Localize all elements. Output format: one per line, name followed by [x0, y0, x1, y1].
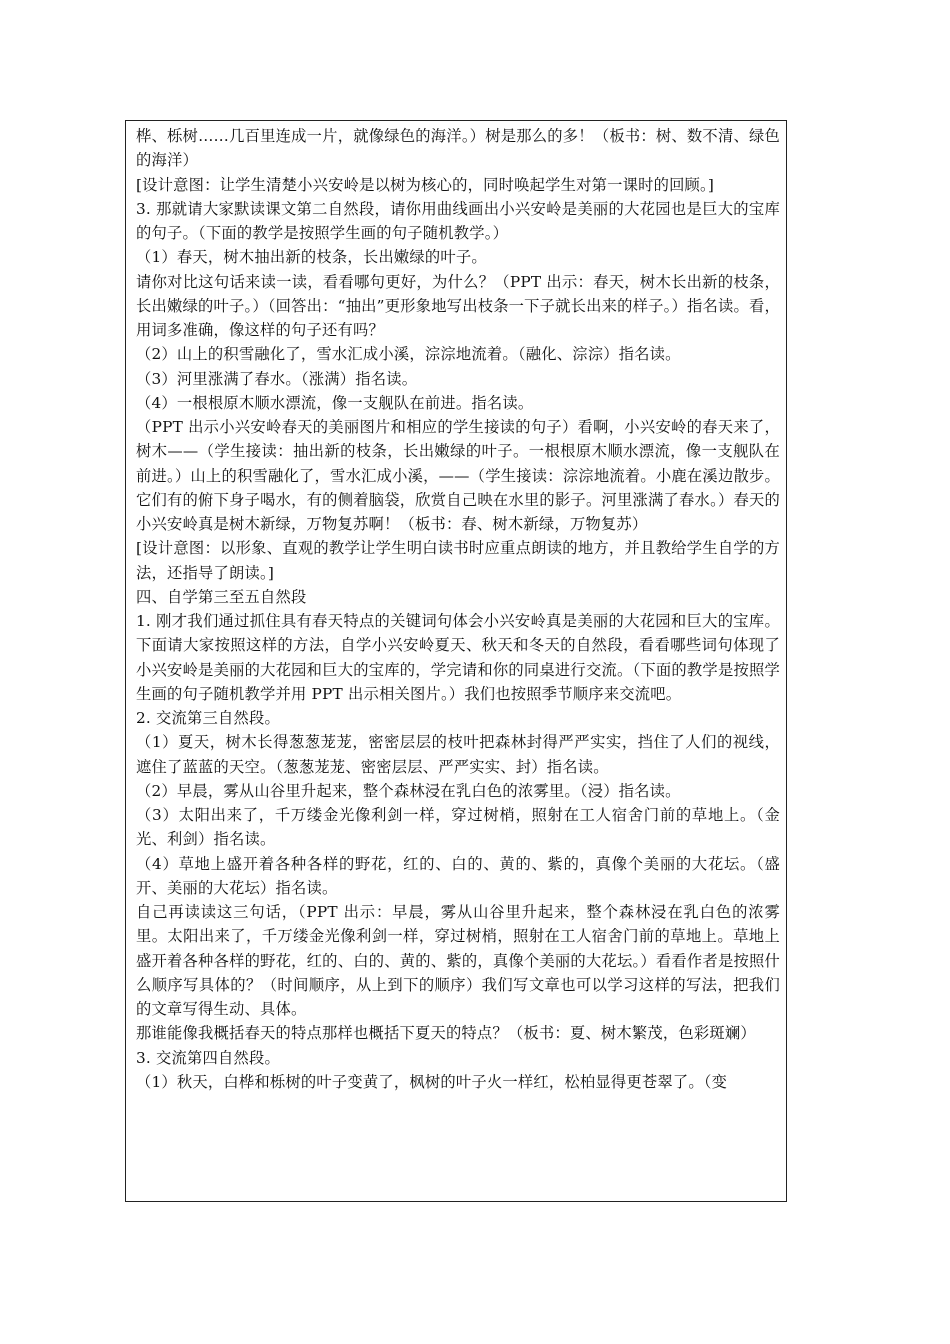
paragraph: 请你对比这句话来读一读，看看哪句更好，为什么？（PPT 出示：春天，树木长出新的枝条，长出嫩绿的叶子。）（回答出：“抽出”更形象地写出枝条一下子就长出来的样子。）指名读。看，用词多准确，像这样的句子还有吗？ — [136, 272, 780, 339]
paragraph: （2）早晨，雾从山谷里升起来，整个森林浸在乳白色的浓雾里。（浸）指名读。 — [136, 781, 681, 800]
paragraph: （PPT 出示小兴安岭春天的美丽图片和相应的学生接读的句子）看啊，小兴安岭的春天来了，树木——（学生接读：抽出新的枝条，长出嫩绿的叶子。一根根原木顺水漂流，像一支舰队在前进。）山上的积雪融化了，雪水汇成小溪，——（学生接读：淙淙地流着。小鹿在溪边散步。它们有的俯下身子喝水，有的侧着脑袋，欣赏自己映在水里的影子。河里涨满了春水。）春天的小兴安岭真是树木新绿，万物复苏啊！（板书：春、树木新绿，万物复苏） — [136, 418, 780, 533]
document-body — [126, 121, 786, 1094]
paragraph: （4）草地上盛开着各种各样的野花，红的、白的、黄的、紫的，真像个美丽的大花坛。（盛开、美丽的大花坛）指名读。 — [136, 854, 780, 897]
design-intent-note: [设计意图：让学生清楚小兴安岭是以树为核心的，同时唤起学生对第一课时的回顾。] — [136, 175, 715, 194]
paragraph: 3. 那就请大家默读课文第二自然段，请你用曲线画出小兴安岭是美丽的大花园也是巨大的宝库的句子。（下面的教学是按照学生画的句子随机教学。） — [136, 199, 780, 242]
paragraph: 那谁能像我概括春天的特点那样也概括下夏天的特点？（板书：夏、树木繁茂，色彩斑斓） — [136, 1024, 756, 1043]
paragraph: 3. 交流第四自然段。 — [136, 1048, 281, 1067]
paragraph: （2）山上的积雪融化了，雪水汇成小溪，淙淙地流着。（融化、淙淙）指名读。 — [136, 345, 681, 364]
paragraph: 自己再读读这三句话，（PPT 出示：早晨，雾从山谷里升起来，整个森林浸在乳白色的浓雾里。太阳出来了，千万缕金光像利剑一样，穿过树梢，照射在工人宿舍门前的草地上。草地上盛开着各种各样的野花，红的、白的、黄的、紫的，真像个美丽的大花坛。）看看作者是按照什么顺序写具体的？（时间顺序，从上到下的顺序）我们写文章也可以学习这样的写法，把我们的文章写得生动、具体。 — [136, 903, 780, 1018]
paragraph: （1）夏天，树木长得葱葱茏茏，密密层层的枝叶把森林封得严严实实，挡住了人们的视线，遮住了蓝蓝的天空。（葱葱茏茏、密密层层、严严实实、封）指名读。 — [136, 733, 780, 776]
paragraph: （4）一根根原木顺水漂流，像一支舰队在前进。指名读。 — [136, 393, 534, 412]
section-heading: 四、自学第三至五自然段 — [136, 587, 307, 606]
paragraph: （3）太阳出来了，千万缕金光像利剑一样，穿过树梢，照射在工人宿舍门前的草地上。（金光、利剑）指名读。 — [136, 806, 780, 849]
paragraph: 2. 交流第三自然段。 — [136, 709, 281, 727]
design-intent-note: [设计意图：以形象、直观的教学让学生明白读书时应重点朗读的地方，并且教给学生自学的方法，还指导了朗读。] — [136, 539, 780, 582]
paragraph: （1）春天，树木抽出新的枝条，长出嫩绿的叶子。 — [136, 248, 487, 267]
paragraph: 1. 刚才我们通过抓住具有春天特点的关键词句体会小兴安岭真是美丽的大花园和巨大的宝库。下面请大家按照这样的方法，自学小兴安岭夏天、秋天和冬天的自然段，看看哪些词句体现了小兴安岭是美丽的大花园和巨大的宝库的，学完请和你的同桌进行交流。（下面的教学是按照学生画的句子随机教学并用 PPT 出示相关图片。）我们也按照季节顺序来交流吧。 — [136, 612, 780, 703]
paragraph: 桦、栎树……几百里连成一片，就像绿色的海洋。）树是那么的多！（板书：树、数不清、绿色的海洋） — [136, 127, 780, 170]
paragraph: （3）河里涨满了春水。（涨满）指名读。 — [136, 369, 418, 388]
document-table-cell — [125, 120, 787, 1202]
paragraph: （1）秋天，白桦和栎树的叶子变黄了，枫树的叶子火一样红，松柏显得更苍翠了。（变 — [136, 1072, 728, 1091]
